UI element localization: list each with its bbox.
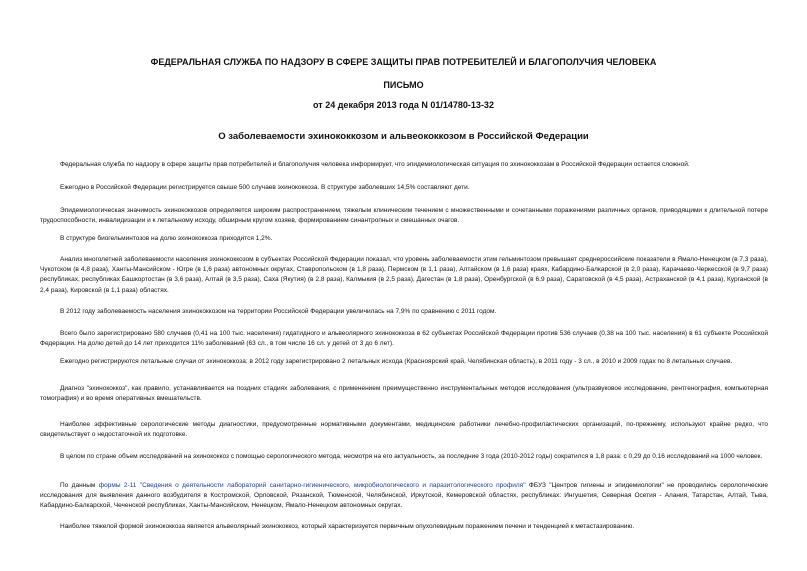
- document-type: ПИСЬМО: [383, 80, 424, 90]
- paragraph-9: Диагноз "эхинококкоз", как правило, устанавливается на поздних стадиях заболевания, с применением преимущественно инструментальных методов исследования (ультразвуковое исследование, рентгенография, компьютерная томография) и во время оперативных вмешательств.: [40, 385, 768, 403]
- paragraph-2: Ежегодно в Российской Федерации регистрируется свыше 500 случаев эхинококкоза. В структуре заболевших 14,5% составляют дети.: [60, 184, 470, 191]
- paragraph-12-lead: По данным: [60, 482, 99, 489]
- paragraph-3: Эпидемиологическая значимость эхинококкозов определяется широким распространением, тяжелым клиническим течением с множественными и сочетанными поражениями различных органов, приводящими к длительной потере трудоспособности, инвалидизации и к летальному исходу, обширным кругом хозяев, формированием синантропных и смешанных очагов.: [40, 207, 768, 225]
- paragraph-12-rest: ФБУЗ "Центров гигиены и эпидемиологии" не проводились серологические исследования для выявления данного возбудителя в Костромской, Орловской, Рязанской, Тюменской, Челябинской, Иркутской, Кемеровской областях, республиках: Ингушетия, Северная Осетия - Алания, Татарстан, Алтай, Тыва, Кабардино-Балкарской, Чеченской республиках, Ханты-Мансийском, Ненецком, Ямало-Ненецком автономных округах.: [40, 482, 768, 510]
- paragraph-12: [40, 481, 768, 512]
- paragraph-13: Наиболее тяжелой формой эхинококкоза является альвеолярный эхинококкоз, который характеризуется первичным опухолевидным поражением печени и тенденцией к метастазированию.: [60, 523, 635, 530]
- paragraph-8: Ежегодно регистрируются летальные случаи от эхинококкоза: в 2012 году зарегистрировано 2 летальных исхода (Красноярский край, Челябинская область), в 2011 году - 3 сл., в 2010 и 2009 годах по 8 летальных случаев.: [60, 358, 733, 365]
- paragraph-5: Анализ многолетней заболеваемости населения эхинококкозом в субъектах Российской Федерации показал, что уровень заболеваемости этим гельминтозом превышает среднероссийские показатели в Ямало-Ненецком (в 7,3 раза), Чукотском (в 4,8 раза), Ханты-Мансийском - Югре (в 1,6 раза) автономных округах, Ставропольском (в 1,8 раза), Пермском (в 1,1 раза), Алтайском (в 1,6 раза) краях, Кабардино-Балкарской (в 2,0 раза), Карачаево-Черкесской (в 9,7 раза) республиках, республиках Башкортостан (в 3,6 раза), Алтай (в 3,5 раза), Саха (Якутия) (в 2,8 раза), Калмыкия (в 2,5 раза), Дагестан (в 1,8 раза), Оренбургской (в 6,9 раза), Саратовской (в 4,5 раза), Астраханской (в 4,1 раза), Курганской (в 2,4 раза), Кировской (в 1,1 раза) областях.: [40, 256, 768, 294]
- document-date-number: от 24 декабря 2013 года N 01/14780-13-32: [313, 100, 494, 110]
- form-2-11-link[interactable]: формы 2-11 "Сведения о деятельности лабораторий санитарно-гигиенического, микробиологического и паразитологического профиля": [98, 482, 526, 489]
- paragraph-7: Всего было зарегистрировано 580 случаев (0,41 на 100 тыс. населения) гидатидного и альвеолярного эхинококкоза в 62 субъектах Российской Федерации против 536 случаев (0,38 на 100 тыс. населения) в 61 субъекте Российской Федерации. На долю детей до 14 лет приходится 11% заболеваний (63 сл., в том числе 16 сл. у детей от 3 до 6 лет).: [40, 330, 768, 348]
- document-title: О заболеваемости эхинококкозом и альвеококкозом в Российской Федерации: [218, 131, 589, 142]
- paragraph-6: В 2012 году заболеваемость населения эхинококкозом на территории Российской Федерации увеличилась на 7,9% по сравнению с 2011 годом.: [60, 308, 497, 315]
- paragraph-11: В целом по стране объем исследований на эхинококкоз с помощью серологического метода, несмотря на его актуальность, за последние 3 года (2010-2012 годы) сократился в 1,8 раза: с 0,29 до 0,16 исследований на 1000 человек.: [60, 453, 763, 460]
- paragraph-10: Наиболее эффективные серологические методы диагностики, предусмотренные нормативными документами, медицинские работники лечебно-профилактических организаций, по-прежнему, используют крайне редко, что свидетельствует о недостаточной их подготовке.: [40, 421, 768, 439]
- paragraph-4: В структуре биогельминтозов на долю эхинококкоза приходится 1,2%.: [60, 235, 273, 242]
- paragraph-1: Федеральная служба по надзору в сфере защиты прав потребителей и благополучия человека информирует, что эпидемиологическая ситуация по эхинококкозам в Российской Федерации остается сложной.: [60, 161, 690, 168]
- issuing-authority: ФЕДЕРАЛЬНАЯ СЛУЖБА ПО НАДЗОРУ В СФЕРЕ ЗАЩИТЫ ПРАВ ПОТРЕБИТЕЛЕЙ И БЛАГОПОЛУЧИЯ ЧЕЛОВЕКА: [150, 57, 657, 67]
